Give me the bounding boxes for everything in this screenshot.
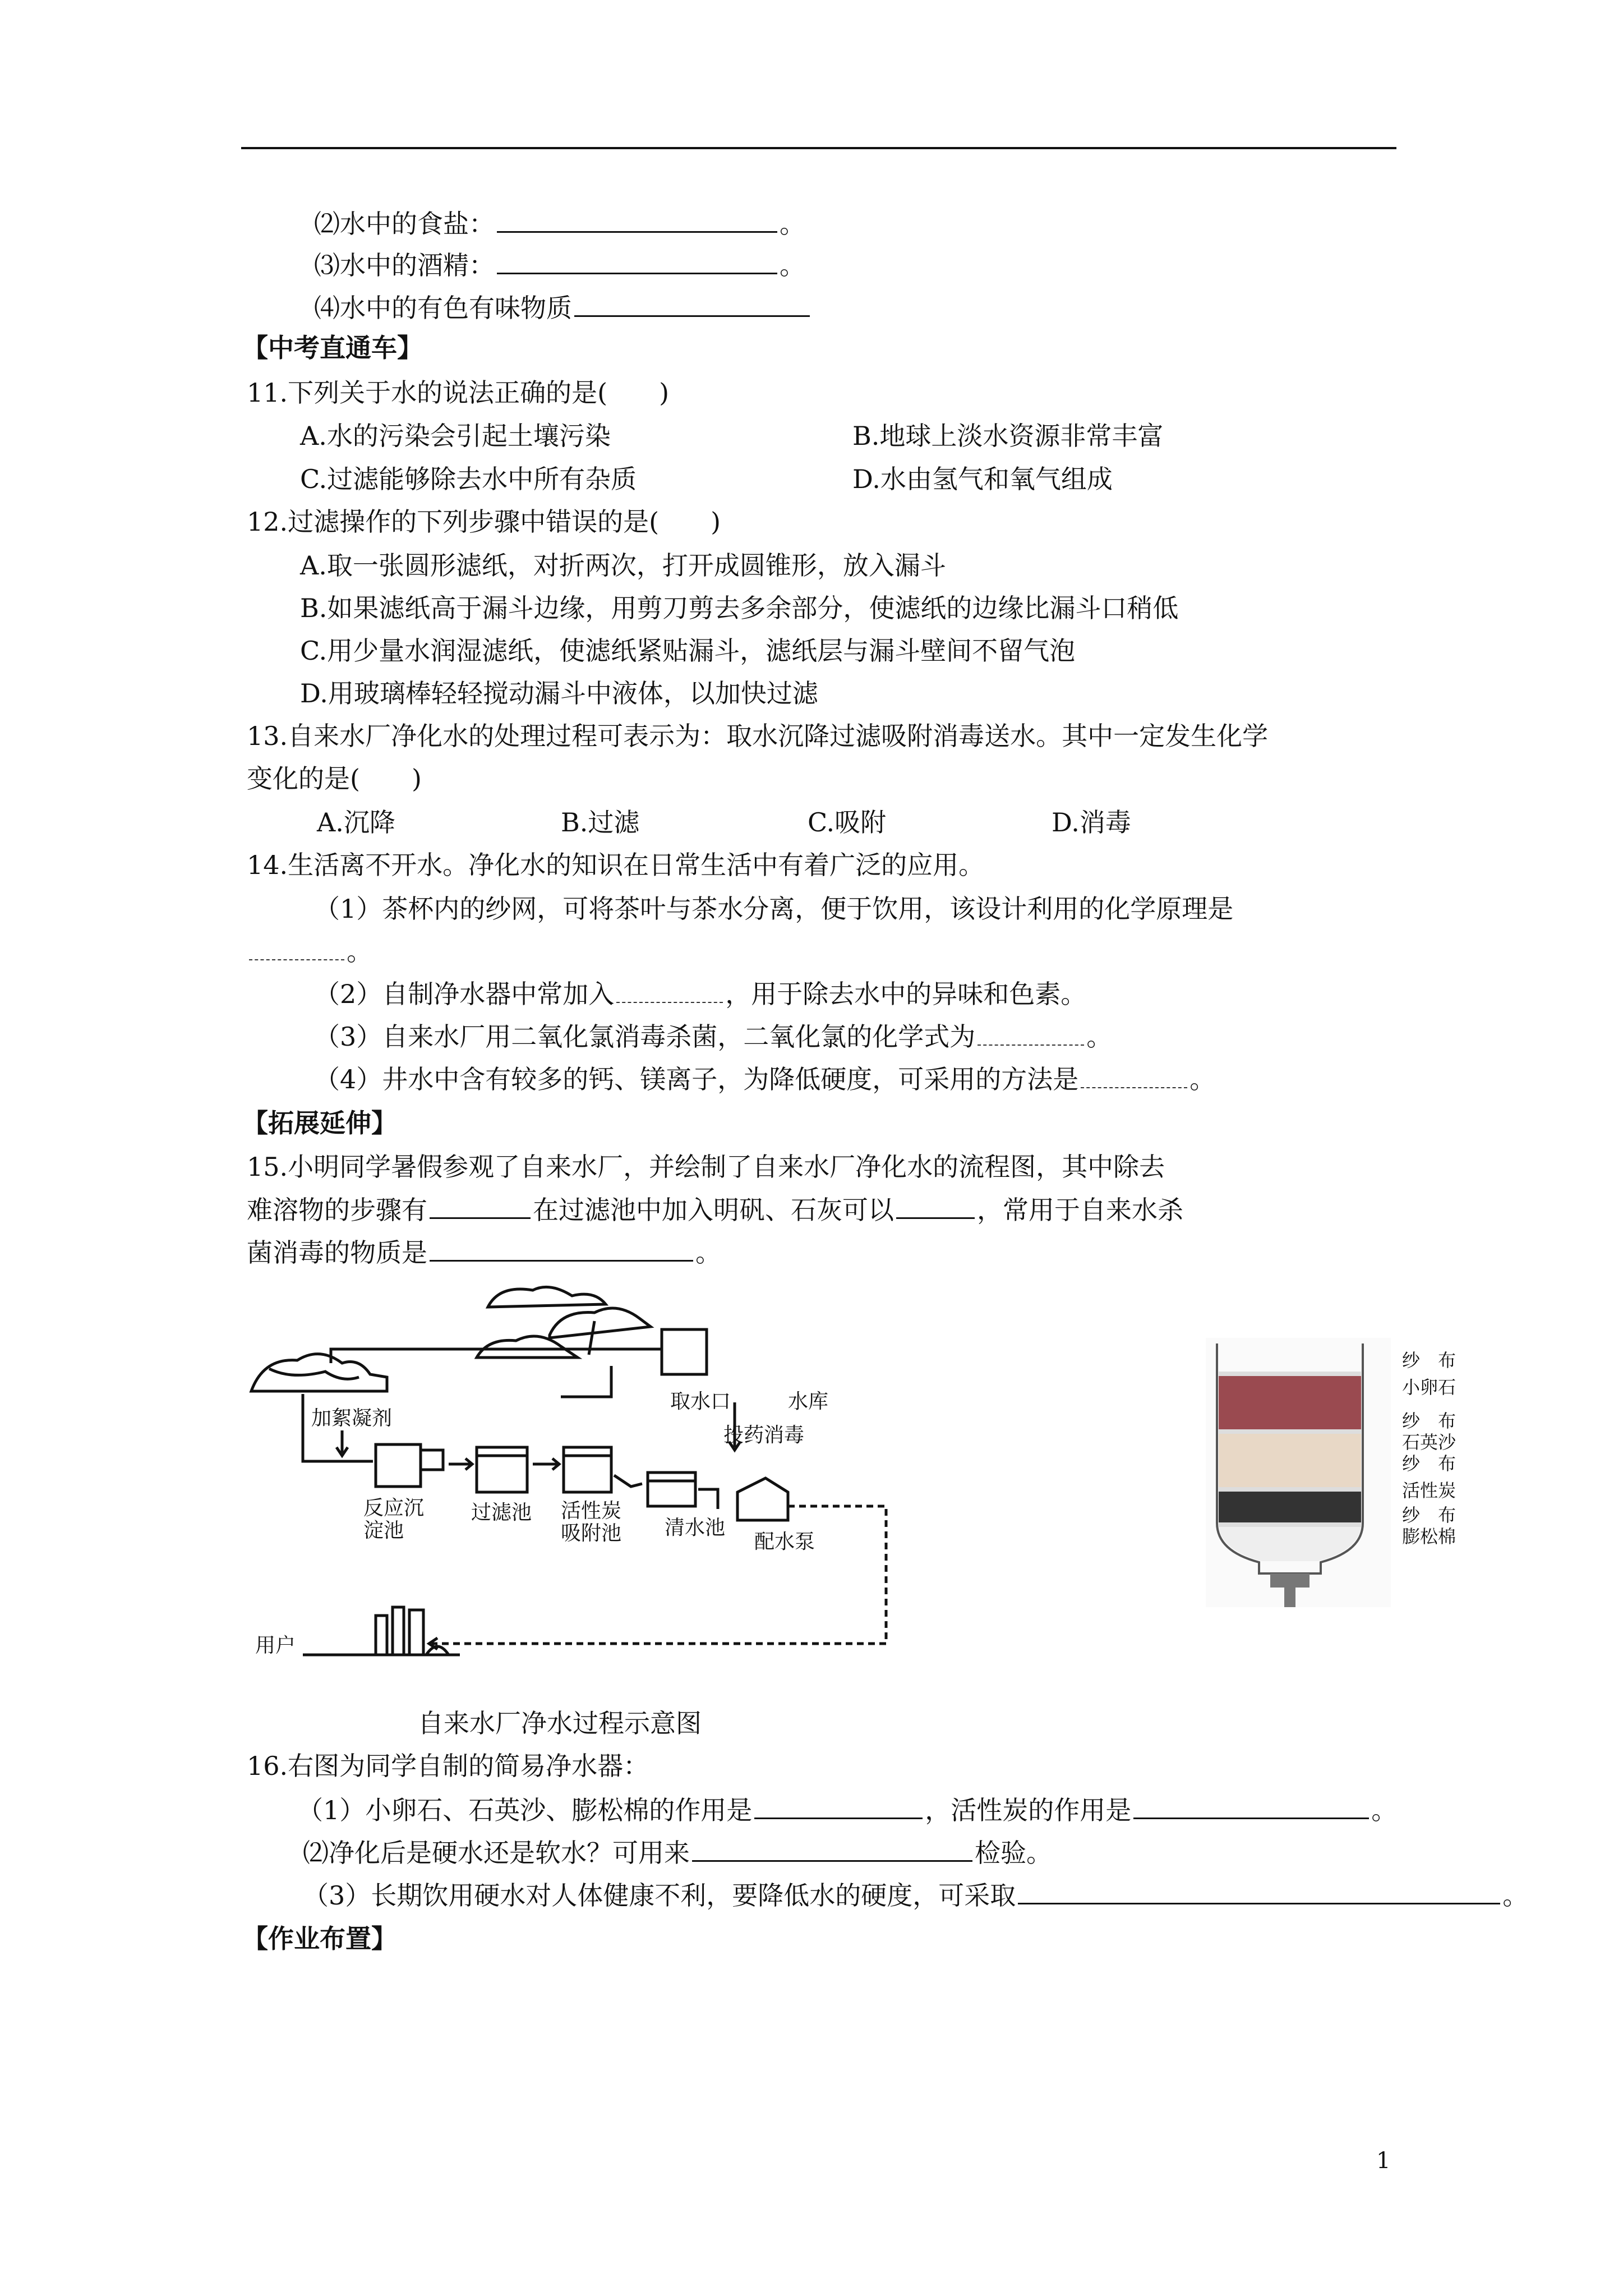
answer-blank[interactable] (497, 206, 777, 233)
answer-blank[interactable] (574, 291, 810, 317)
gauze-layer (1219, 1372, 1361, 1376)
q12-option-d[interactable]: D.用玻璃棒轻轻搅动漏斗中液体，以加快过滤 (300, 678, 818, 708)
q14-part-4: （4）井水中含有较多的钙、镁离子，为降低硬度，可采用的方法是 。 (314, 1062, 1215, 1096)
answer-blank[interactable] (1133, 1793, 1369, 1819)
activated-carbon-layer (1219, 1492, 1361, 1522)
arrow-icon (336, 1430, 348, 1456)
gauze-layer (1219, 1487, 1361, 1492)
layer-label: 活性炭 (1402, 1480, 1456, 1501)
answer-blank[interactable] (1081, 1062, 1187, 1088)
gauze-layer (1219, 1522, 1361, 1527)
q14-part-1-answer: 。 (247, 935, 372, 968)
building-icon (376, 1607, 449, 1655)
answer-blank[interactable] (249, 935, 344, 960)
pump-label: 配水泵 (754, 1530, 815, 1553)
sedimentation-label: 淀池 (363, 1519, 404, 1542)
layer-label: 小卵石 (1402, 1377, 1456, 1398)
section-heading-zhongkao: 【中考直通车】 (242, 333, 423, 363)
arrow-icon (533, 1458, 559, 1470)
answer-blank[interactable] (754, 1793, 923, 1819)
q12-stem: 12.过滤操作的下列步骤中错误的是( ) (247, 507, 721, 537)
q16-part-1: （1）小卵石、石英沙、膨松棉的作用是 ，活性炭的作用是 。 (297, 1793, 1397, 1827)
intake-label: 取水口 (670, 1390, 731, 1413)
q12-option-b[interactable]: B.如果滤纸高于漏斗边缘，用剪刀剪去多余部分，使滤纸的边缘比漏斗口稍低 (300, 593, 1179, 623)
q16-part-3: （3）长期饮用硬水对人体健康不利，要降低水的硬度，可采取 。 (303, 1878, 1528, 1912)
mountain-icon-left (269, 1369, 359, 1379)
outlet-spout (1284, 1588, 1295, 1607)
page-number: 1 (1376, 2148, 1391, 2174)
answer-blank[interactable] (978, 1020, 1084, 1046)
reservoir-icon (550, 1308, 651, 1338)
q11-option-b[interactable]: B.地球上淡水资源非常丰富 (852, 421, 1164, 451)
clear-water-label: 清水池 (665, 1516, 726, 1539)
quartz-sand-layer (1219, 1434, 1361, 1487)
reservoir-label: 水库 (788, 1390, 829, 1413)
q15-stem-line2: 难溶物的步骤有 在过滤池中加入明矾、石灰可以 ，常用于自来水杀 (247, 1193, 1183, 1227)
carbon-tank (564, 1447, 611, 1492)
q15-stem-line1: 15.小明同学暑假参观了自来水厂，并绘制了自来水厂净化水的流程图，其中除去 (247, 1152, 1165, 1182)
pipe-line (698, 1489, 718, 1509)
pump-house (737, 1478, 788, 1520)
q13-option-c[interactable]: C.吸附 (808, 807, 887, 838)
answer-blank[interactable] (430, 1193, 531, 1219)
filter-tank (477, 1447, 527, 1492)
q13-option-b[interactable]: B.过滤 (561, 807, 640, 838)
answer-blank[interactable] (616, 977, 723, 1003)
diagram-caption: 自来水厂净水过程示意图 (418, 1708, 702, 1738)
answer-blank[interactable] (497, 248, 777, 274)
q16-stem: 16.右图为同学自制的简易净水器： (247, 1751, 649, 1781)
q10-item-2: ⑵水中的食盐： 。 (314, 206, 805, 241)
filter-label: 过滤池 (471, 1501, 532, 1524)
section-heading-tuozhan: 【拓展延伸】 (242, 1108, 397, 1138)
answer-blank[interactable] (692, 1835, 972, 1862)
q12-option-a[interactable]: A.取一张圆形滤纸，对折两次，打开成圆锥形，放入漏斗 (300, 550, 946, 581)
q11-option-c[interactable]: C.过滤能够除去水中所有杂质 (300, 464, 637, 494)
coagulant-label: 加絮凝剂 (311, 1407, 393, 1430)
layer-label: 纱 布 (1402, 1453, 1456, 1474)
q13-stem-line2: 变化的是( ) (247, 763, 422, 794)
q13-option-d[interactable]: D.消毒 (1052, 807, 1131, 838)
q10-item-4: ⑷水中的有色有味物质 (314, 291, 812, 325)
gauze-layer (1219, 1429, 1361, 1434)
q14-part-3: （3）自来水厂用二氧化氯消毒杀菌，二氧化氯的化学式为 。 (314, 1020, 1112, 1053)
layer-label: 石英沙 (1402, 1432, 1456, 1453)
carbon-label: 吸附池 (561, 1522, 622, 1545)
q14-stem: 14.生活离不开水。净化水的知识在日常生活中有着广泛的应用。 (247, 850, 985, 880)
layer-label: 纱 布 (1402, 1504, 1456, 1526)
dosing-label: 投药消毒 (723, 1424, 805, 1447)
q14-part-2: （2）自制净水器中常加入 ，用于除去水中的异味和色素。 (314, 977, 1086, 1011)
sedimentation-label: 反应沉 (363, 1497, 425, 1520)
pipe-line (614, 1475, 642, 1487)
water-filter-device (1206, 1338, 1391, 1607)
answer-blank[interactable] (1018, 1878, 1500, 1904)
carbon-label: 活性炭 (561, 1499, 622, 1522)
header-rule (241, 147, 1396, 149)
pipe-line (561, 1366, 611, 1397)
reservoir-icon (477, 1336, 578, 1358)
section-heading-zuoye: 【作业布置】 (242, 1924, 397, 1954)
q15-stem-line3: 菌消毒的物质是 。 (247, 1235, 721, 1269)
q11-stem: 11.下列关于水的说法正确的是( ) (247, 378, 670, 408)
q13-stem-line1: 13.自来水厂净化水的处理过程可表示为：取水沉降过滤吸附消毒送水。其中一定发生化学 (247, 721, 1269, 751)
intake-box (662, 1329, 707, 1374)
layer-label: 膨松棉 (1402, 1526, 1456, 1547)
reservoir-icon (488, 1287, 606, 1307)
layer-label: 纱 布 (1402, 1410, 1456, 1432)
q11-option-d[interactable]: D.水由氢气和氧气组成 (852, 464, 1113, 494)
q14-part-1: （1）茶杯内的纱网，可将茶叶与茶水分离，便于饮用，该设计利用的化学原理是 (314, 894, 1234, 924)
q11-option-a[interactable]: A.水的污染会引起土壤污染 (300, 421, 611, 451)
q16-part-2: ⑵净化后是硬水还是软水？可用来 检验。 (303, 1835, 1052, 1870)
outlet-valve (1270, 1573, 1310, 1588)
q10-item-3: ⑶水中的酒精： 。 (314, 248, 805, 282)
q13-option-a[interactable]: A.沉降 (317, 807, 395, 838)
q12-option-c[interactable]: C.用少量水润湿滤纸，使滤纸紧贴漏斗，滤纸层与漏斗壁间不留气泡 (300, 636, 1076, 666)
pebble-layer (1219, 1376, 1361, 1429)
clear-water-tank (648, 1473, 695, 1506)
sedimentation-tank (376, 1444, 443, 1487)
answer-blank[interactable] (896, 1193, 975, 1219)
pipe-line (432, 1506, 886, 1644)
layer-label: 纱 布 (1402, 1350, 1456, 1371)
arrow-icon (449, 1458, 472, 1470)
user-label: 用户 (255, 1634, 296, 1657)
answer-blank[interactable] (430, 1235, 693, 1262)
